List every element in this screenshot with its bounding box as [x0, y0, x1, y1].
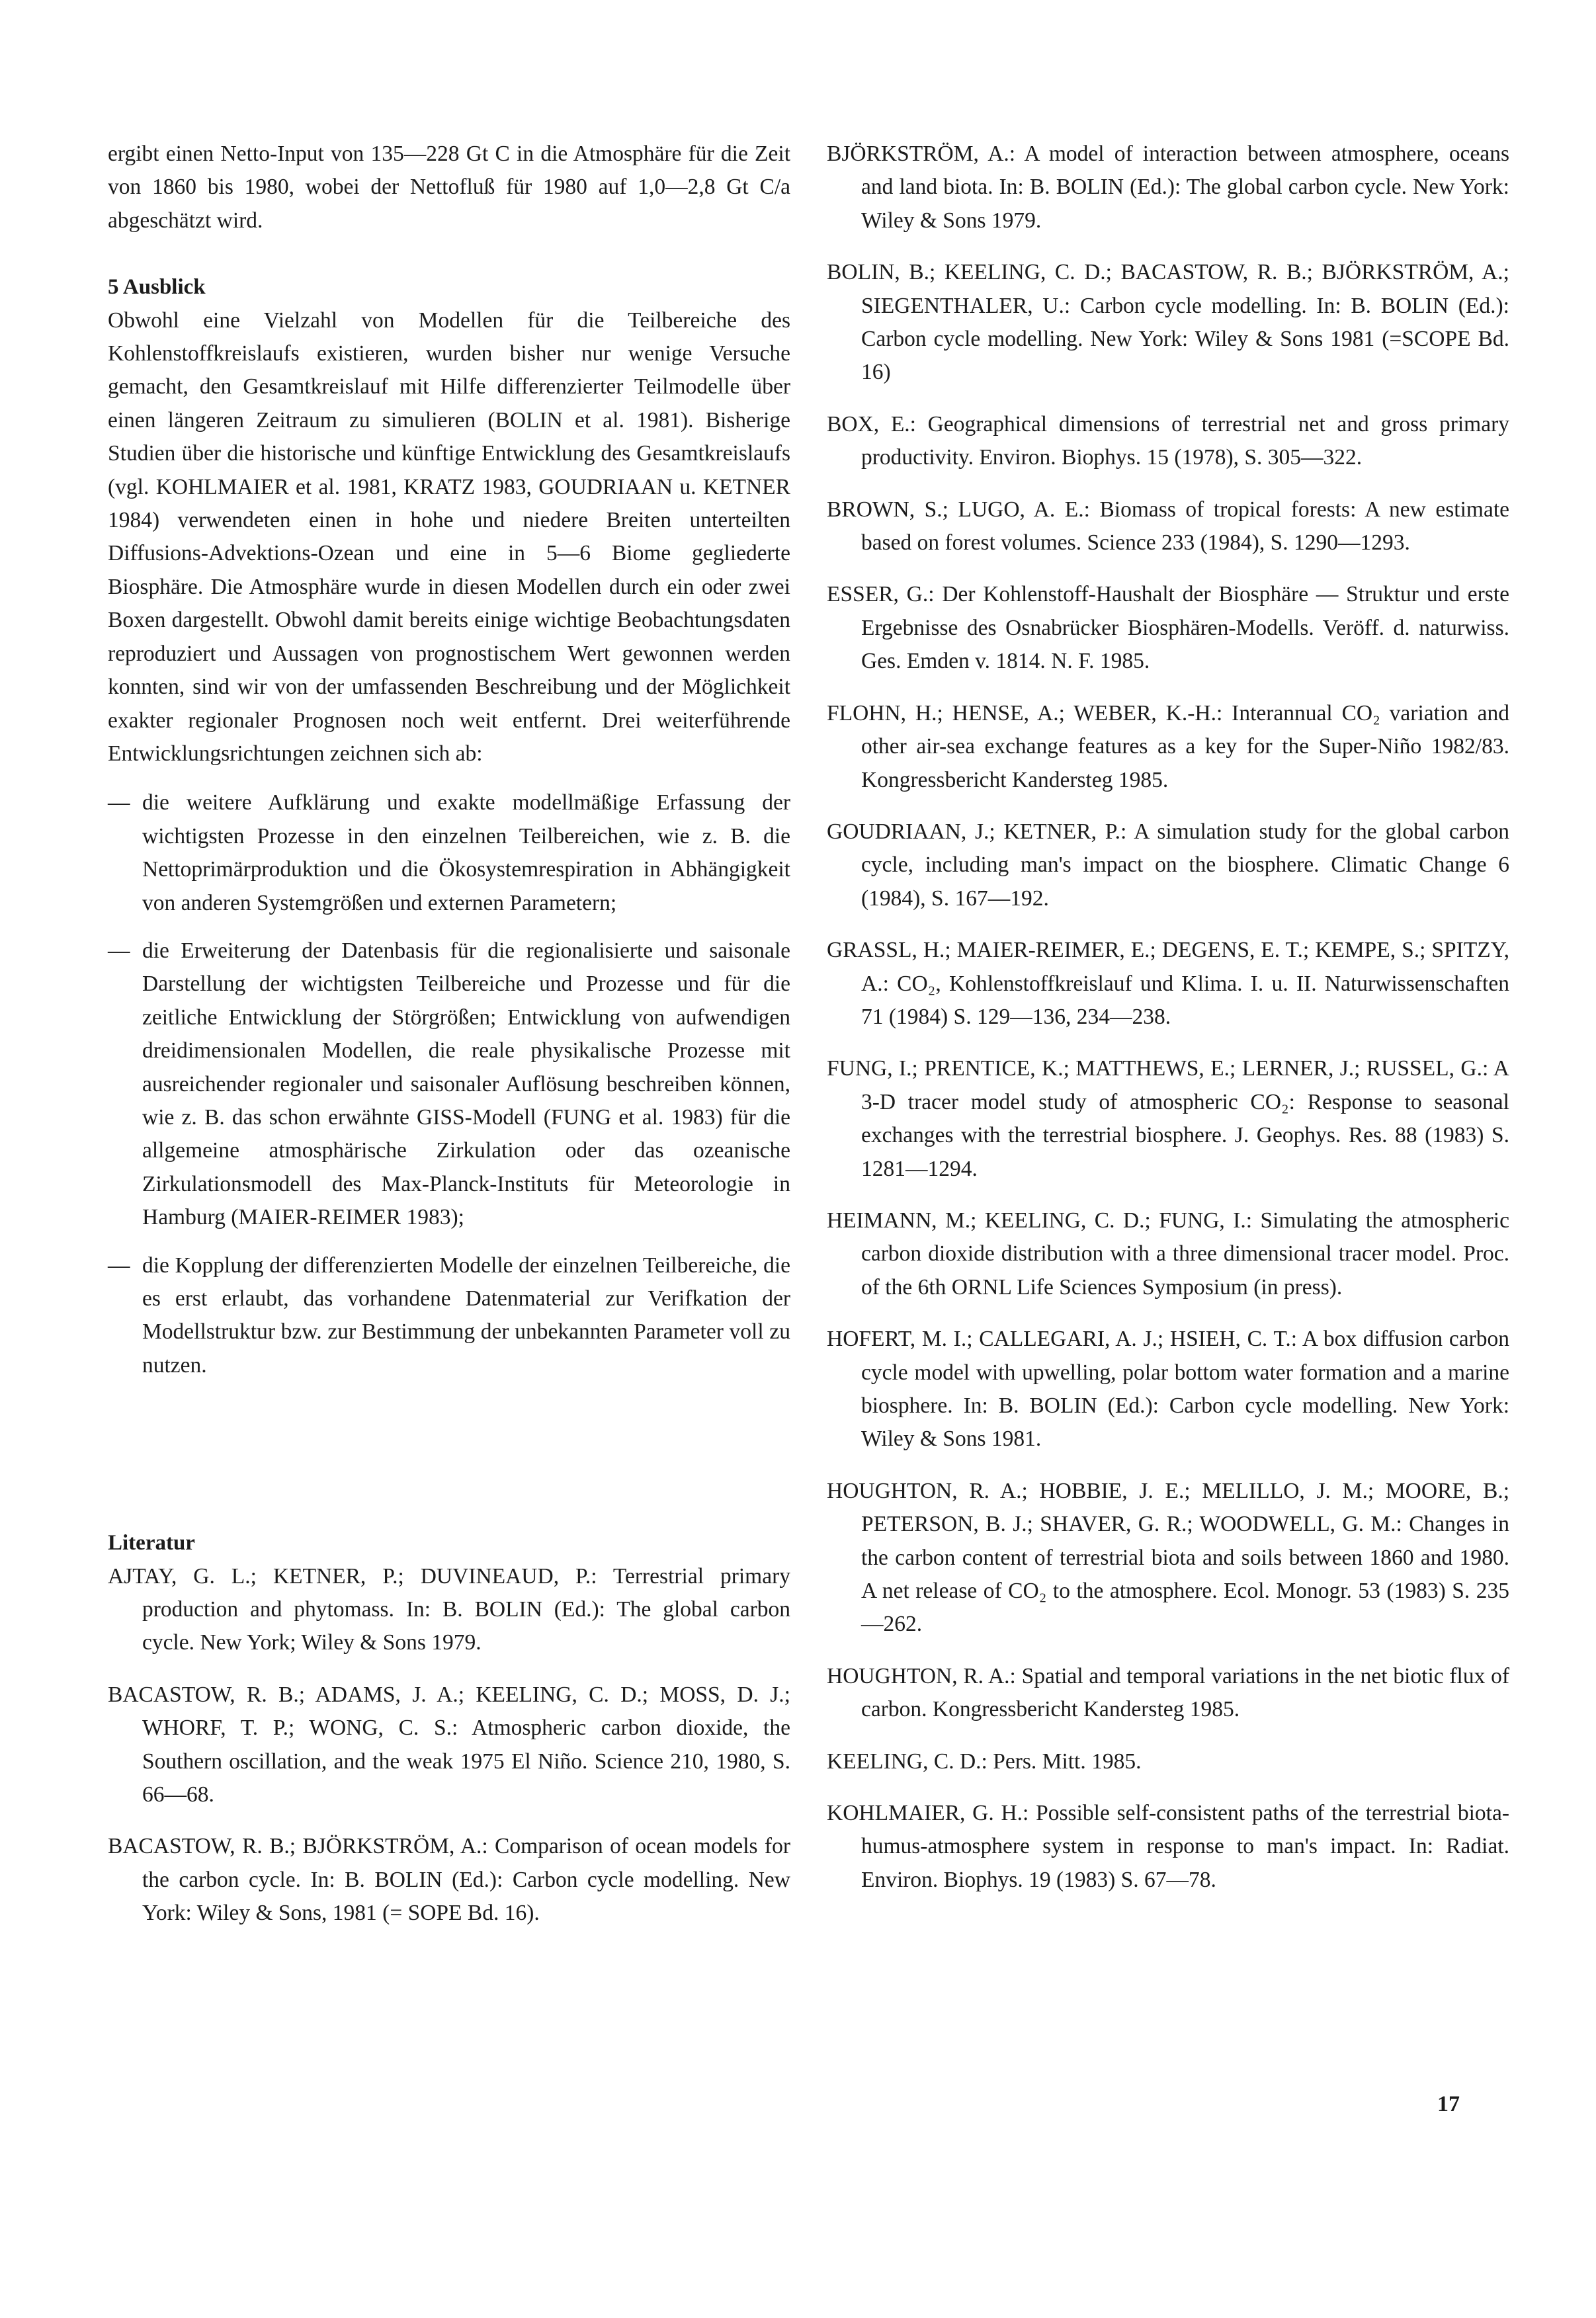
right-column: [827, 138, 1509, 1915]
reference-entry: KOHLMAIER, G. H.: Possible self-consistent paths of the terrestrial biota-humus-atmosphere system in response to man's impact. In: Radiat. Environ. Biophys. 19 (1983) S. 67—78.: [827, 1801, 1509, 1892]
reference-entry: KEELING, C. D.: Pers. Mitt. 1985.: [827, 1749, 1142, 1774]
reference-entry: HOFERT, M. I.; CALLEGARI, A. J.; HSIEH, C. T.: A box diffusion carbon cycle model with upwelling, polar bottom water formation and a marine biosphere. In: B. BOLIN (Ed.): Carbon cycle modelling. New York: Wiley & Sons 1981.: [827, 1327, 1509, 1452]
reference-entry: HOUGHTON, R. A.; HOBBIE, J. E.; MELILLO, J. M.; MOORE, B.; PETERSON, B. J.; SHAVER, G. R.; WOODWELL, G. M.: Changes in the carbon content of terrestrial biota and soils between 1860 and 1980. A net release of CO₂ to the atmosphere. Ecol. Monogr. 53 (1983) S. 235—262.: [827, 1478, 1509, 1637]
bullet-text: die weitere Aufklärung und exakte modellmäßige Erfassung der wichtigsten Prozesse in den einzelnen Teilbereichen, wie z. B. die Nettoprimärproduktion und die Ökosystemrespiration in Abhängigkeit von anderen Systemgrößen und externen Parametern;: [142, 790, 790, 915]
reference-entry: BOX, E.: Geographical dimensions of terrestrial net and gross primary productivity. Environ. Biophys. 15 (1978), S. 305—322.: [827, 411, 1509, 470]
reference-entry: GRASSL, H.; MAIER-REIMER, E.; DEGENS, E. T.; KEMPE, S.; SPITZY, A.: CO₂, Kohlenstoffkreislauf und Klima. I. u. II. Naturwissenschaften 71 (1984) S. 129—136, 234—238.: [827, 938, 1509, 1029]
reference-entry: HOUGHTON, R. A.: Spatial and temporal variations in the net biotic flux of carbon. Kongressbericht Kandersteg 1985.: [827, 1663, 1509, 1722]
bullet-item: [108, 786, 790, 920]
reference-entry: FLOHN, H.; HENSE, A.; WEBER, K.-H.: Interannual CO₂ variation and other air-sea exchange features as a key for the Super-Niño 1982/83. Kongressbericht Kandersteg 1985.: [827, 700, 1509, 792]
reference-entry: AJTAY, G. L.; KETNER, P.; DUVINEAUD, P.: Terrestrial primary production and phytomass. In: B. BOLIN (Ed.): The global carbon cycle. New York; Wiley & Sons 1979.: [108, 1563, 790, 1655]
bullet-dash: —: [108, 1253, 130, 1278]
reference-entry: HEIMANN, M.; KEELING, C. D.; FUNG, I.: Simulating the atmospheric carbon dioxide distribution with a three dimensional tracer model. Proc. of the 6th ORNL Life Sciences Symposium (in press).: [827, 1208, 1509, 1300]
reference-entry: BACASTOW, R. B.; ADAMS, J. A.; KEELING, C. D.; MOSS, D. J.; WHORF, T. P.; WONG, C. S.: Atmospheric carbon dioxide, the Southern oscillation, and the weak 1975 El Niño. Science 210, 1980, S. 66—68.: [108, 1682, 790, 1807]
reference-entry: ESSER, G.: Der Kohlenstoff-Haushalt der Biosphäre — Struktur und erste Ergebnisse des Osnabrücker Biosphären-Modells. Veröff. d. naturwiss. Ges. Emden v. 1814. N. F. 1985.: [827, 582, 1509, 674]
page-number: 17: [1437, 2092, 1460, 2116]
bullet-list: [108, 786, 790, 1382]
reference-entry: BJÖRKSTRÖM, A.: A model of interaction between atmosphere, oceans and land biota. In: B. BOLIN (Ed.): The global carbon cycle. New York: Wiley & Sons 1979.: [827, 142, 1509, 233]
reference-entry: GOUDRIAAN, J.; KETNER, P.: A simulation study for the global carbon cycle, including man's impact on the biosphere. Climatic Change 6 (1984), S. 167—192.: [827, 819, 1509, 911]
bullet-dash: —: [108, 790, 130, 815]
bullet-item: [108, 934, 790, 1235]
reference-entry: BOLIN, B.; KEELING, C. D.; BACASTOW, R. B.; BJÖRKSTRÖM, A.; SIEGENTHALER, U.: Carbon cycle modelling. In: B. BOLIN (Ed.): Carbon cycle modelling. New York: Wiley & Sons 1981 (=SCOPE Bd. 16): [827, 260, 1509, 385]
reference-entry: BACASTOW, R. B.; BJÖRKSTRÖM, A.: Comparison of ocean models for the carbon cycle. In: B. BOLIN (Ed.): Carbon cycle modelling. New York: Wiley & Sons, 1981 (= SOPE Bd. 16).: [108, 1834, 790, 1926]
reference-entry: FUNG, I.; PRENTICE, K.; MATTHEWS, E.; LERNER, J.; RUSSEL, G.: A 3-D tracer model study of atmospheric CO₂: Response to seasonal exchanges with the terrestrial biosphere. J. Geophys. Res. 88 (1983) S. 1281—1294.: [827, 1056, 1509, 1181]
literature-heading: Literatur: [108, 1531, 195, 1555]
bullet-text: die Kopplung der differenzierten Modelle der einzelnen Teilbereiche, die es erst erlaubt, das vorhandene Datenmaterial zur Verifkation der Modellstruktur bzw. zur Bestimmung der unbekannten Parameter voll zu nutzen.: [142, 1253, 790, 1378]
bullet-dash: —: [108, 938, 130, 963]
intro-paragraph: ergibt einen Netto-Input von 135—228 Gt C in die Atmosphäre für die Zeit von 1860 bis 1980, wobei der Nettofluß für 1980 auf 1,0—2,8 Gt C/a abgeschätzt wird.: [108, 142, 790, 233]
section-heading: 5 Ausblick: [108, 275, 206, 300]
left-column: [108, 138, 790, 1949]
section-paragraph: Obwohl eine Vielzahl von Modellen für die Teilbereiche des Kohlenstoffkreislaufs existieren, wurden bisher nur wenige Versuche gemacht, den Gesamtkreislauf mit Hilfe differenzierter Teilmodelle über einen längeren Zeitraum zu simulieren (BOLIN et al. 1981). Bisherige Studien über die historische und künftige Entwicklung des Gesamtkreislaufs (vgl. KOHLMAIER et al. 1981, KRATZ 1983, GOUDRIAAN u. KETNER 1984) verwendeten einen in hohe und niedere Breiten unterteilten Diffusions-Advektions-Ozean und eine in 5—6 Biome gegliederte Biosphäre. Die Atmosphäre wurde in diesen Modellen durch ein oder zwei Boxen dargestellt. Obwohl damit bereits einige wichtige Beobachtungsdaten reproduziert und Aussagen von prognostischem Wert gewonnen werden konnten, sind wir von der umfassenden Beschreibung und der Möglichkeit exakter regionaler Prognosen noch weit entfernt. Drei weiterführende Entwicklungsrichtungen zeichnen sich ab:: [108, 308, 790, 766]
bullet-text: die Erweiterung der Datenbasis für die regionalisierte und saisonale Darstellung der wichtigsten Teilbereiche und Prozesse und für die zeitliche Entwicklung der Störgrößen; Entwicklung von aufwendigen dreidimensionalen Modellen, die reale physikalische Prozesse mit ausreichender regionaler und saisonaler Auflösung beschreiben können, wie z. B. das schon erwähnte GISS-Modell (FUNG et al. 1983) für die allgemeine atmosphärische Zirkulation oder das ozeanische Zirkulationsmodell des Max-Planck-Instituts für Meteorologie in Hamburg (MAIER-REIMER 1983);: [142, 938, 790, 1230]
bullet-item: [108, 1249, 790, 1383]
reference-entry: BROWN, S.; LUGO, A. E.: Biomass of tropical forests: A new estimate based on forest volumes. Science 233 (1984), S. 1290—1293.: [827, 497, 1509, 556]
